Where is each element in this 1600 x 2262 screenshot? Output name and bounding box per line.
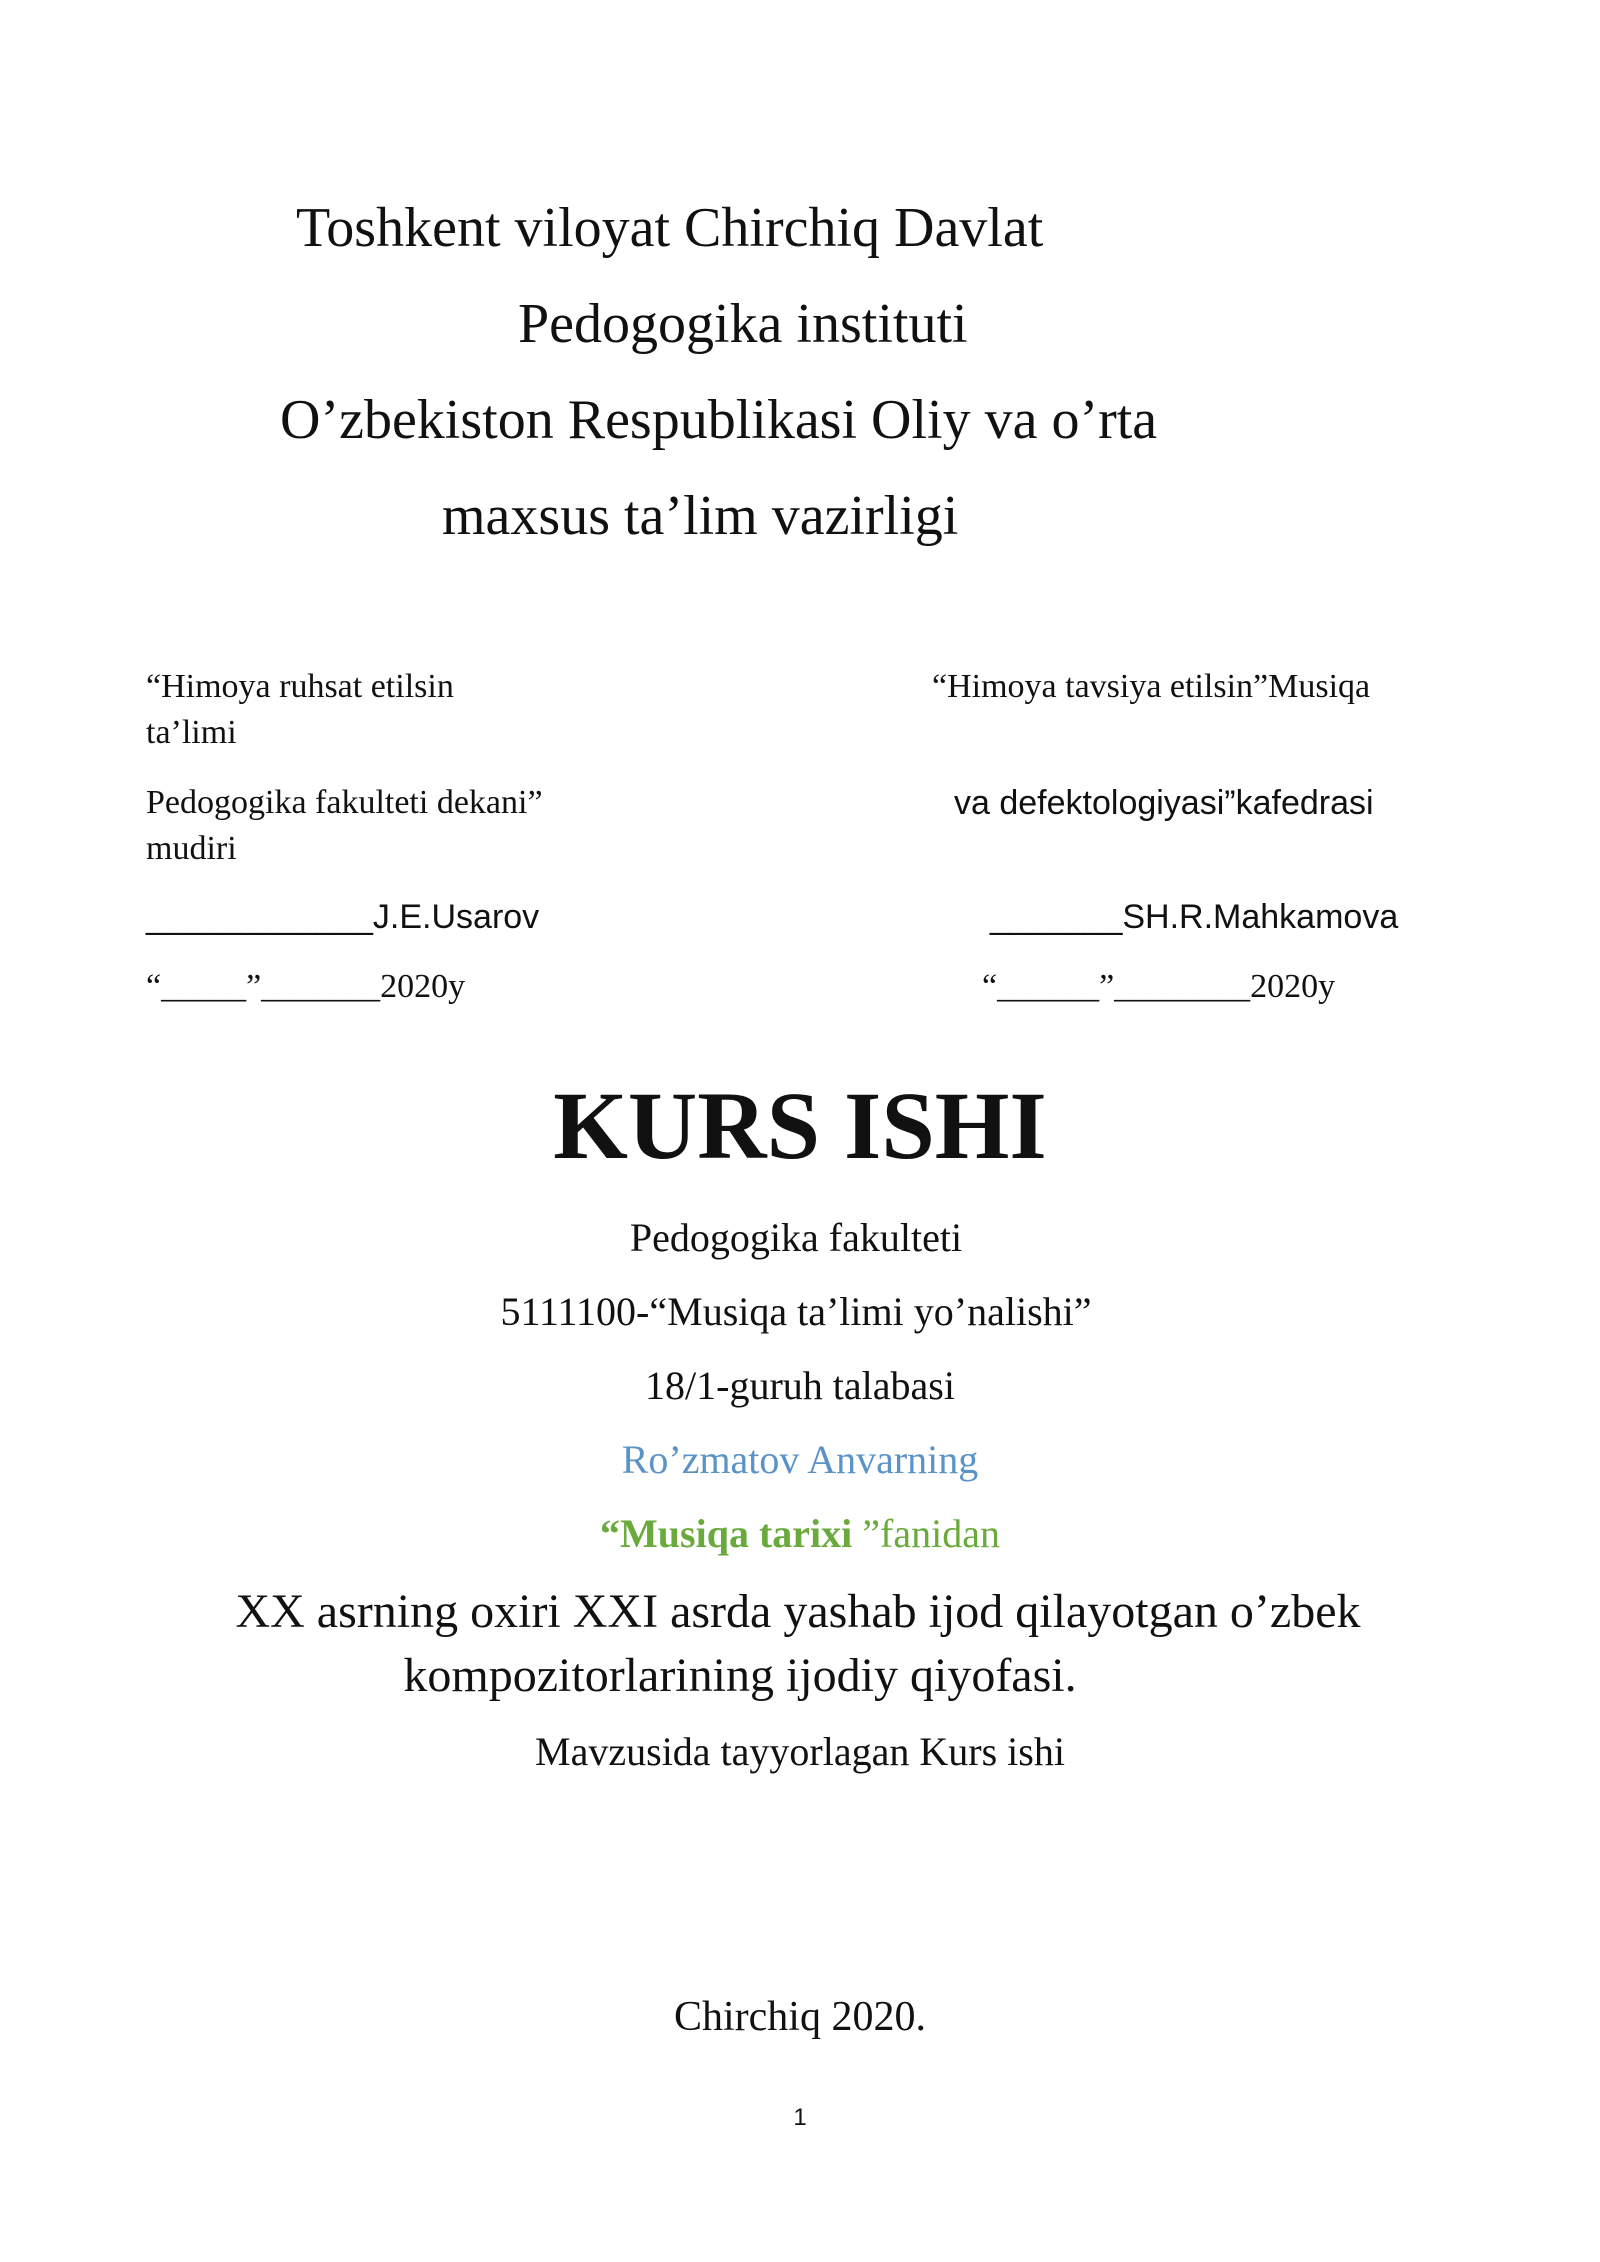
approval-left-line-1: “Himoya ruhsat etilsin xyxy=(146,668,454,705)
topic-line-1: XX asrning oxiri XXI asrda yashab ijod qilayotgan o’zbek xyxy=(235,1585,1361,1638)
document-title: KURS ISHI xyxy=(553,1072,1047,1179)
header-line-4: maxsus ta’lim vazirligi xyxy=(442,485,959,547)
header-line-1: Toshkent viloyat Chirchiq Davlat xyxy=(296,197,1044,259)
group-line: 18/1-guruh talabasi xyxy=(645,1363,955,1408)
footer-place-year: Chirchiq 2020. xyxy=(674,1994,926,2040)
header-line-2: Pedogogika instituti xyxy=(518,293,968,355)
prepared-line: Mavzusida tayyorlagan Kurs ishi xyxy=(535,1729,1065,1774)
approval-right-line-2: va defektologiyasi”kafedrasi xyxy=(954,784,1374,822)
program-line: 5111100-“Musiqa ta’limi yo’nalishi” xyxy=(500,1289,1092,1334)
approval-right-signature: _______SH.R.Mahkamova xyxy=(990,898,1399,936)
page-number: 1 xyxy=(793,2104,807,2131)
topic-line-2: kompozitorlarining ijodiy qiyofasi. xyxy=(403,1649,1077,1702)
approval-left-line-2-cont: mudiri xyxy=(146,830,237,867)
approval-left-line-2: Pedogogika fakulteti dekani” xyxy=(146,784,543,821)
header-line-3: O’zbekiston Respublikasi Oliy va o’rta xyxy=(280,389,1158,451)
approval-left-date: “_____”_______2020y xyxy=(146,968,466,1005)
approval-left-line-1-cont: ta’limi xyxy=(146,714,237,751)
subject-suffix: ”fanidan xyxy=(862,1511,1000,1556)
subject-line xyxy=(0,1511,1600,1556)
approval-left-signature: ____________J.E.Usarov xyxy=(146,898,540,936)
student-name: Ro’zmatov Anvarning xyxy=(621,1437,979,1482)
subject-name: “Musiqa tarixi xyxy=(600,1511,863,1556)
approval-right-date: “______”________2020y xyxy=(982,968,1336,1005)
approval-right-line-1: “Himoya tavsiya etilsin”Musiqa xyxy=(932,668,1371,705)
faculty-line: Pedogogika fakulteti xyxy=(629,1215,963,1260)
